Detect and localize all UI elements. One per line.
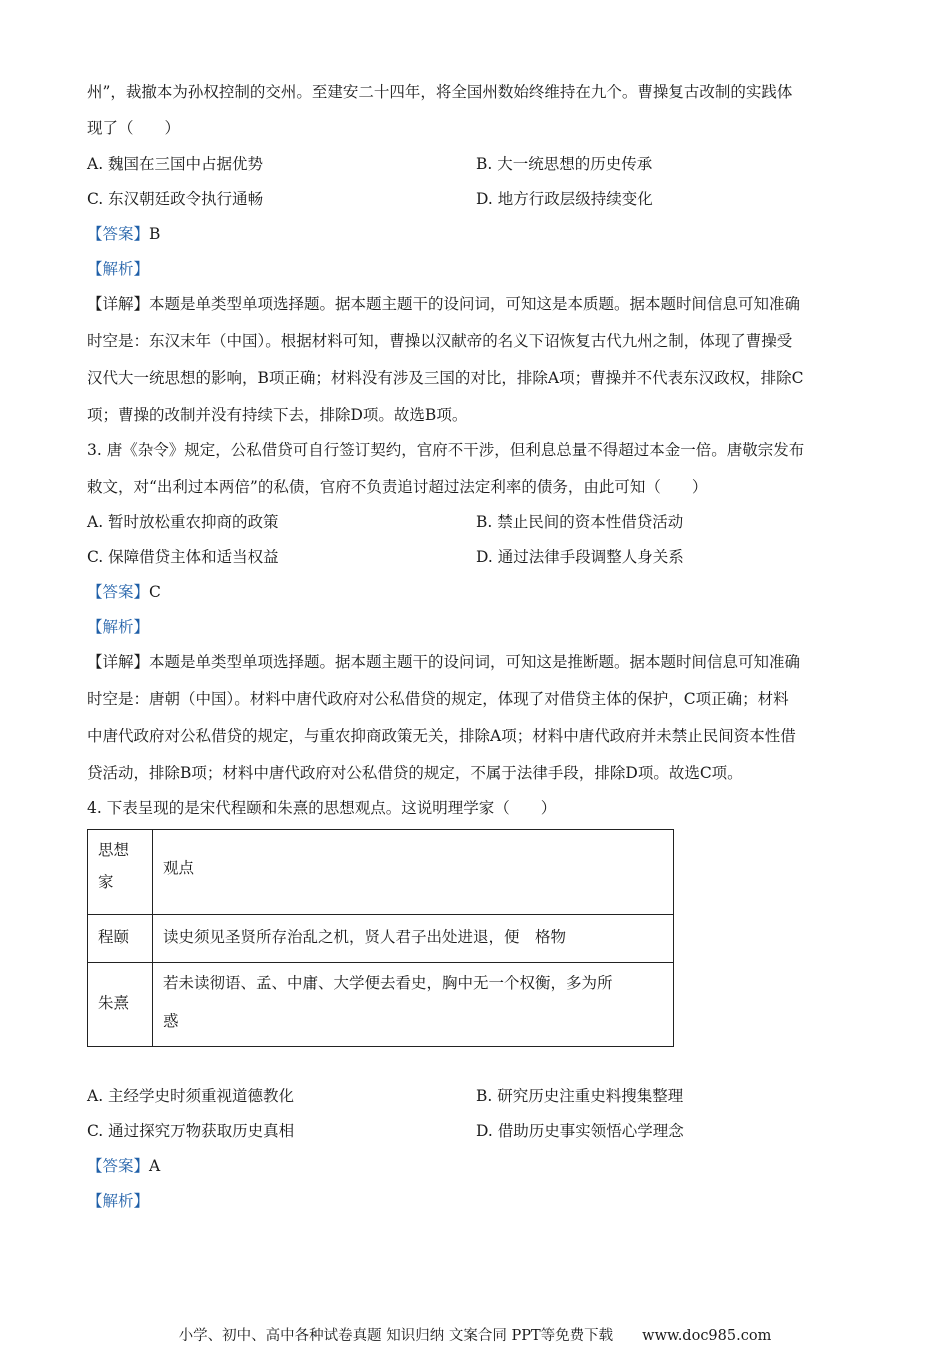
q4-table	[87, 829, 674, 1047]
q2-detail-line-1	[87, 294, 800, 314]
q2-detail-line-3: 汉代大一统思想的影响，B项正确；材料没有涉及三国的对比，排除A项；曹操并不代表东汉政权，排除C	[87, 369, 804, 387]
q4-stem: 4. 下表呈现的是宋代程颐和朱熹的思想观点。这说明理学家（ ）	[87, 799, 557, 817]
q2-detail-line-4: 项；曹操的改制并没有持续下去，排除D项。故选B项。	[87, 406, 468, 424]
q4-analysis-tag: 【解析】	[87, 1192, 150, 1210]
page-footer: 小学、初中、高中各种试卷真题 知识归纳 文案合同 PPT等免费下载 www.doc985.com	[178, 1328, 772, 1344]
q2-answer	[87, 224, 160, 244]
q3-answer	[87, 582, 161, 602]
q3-detail-line-3: 中唐代政府对公私借贷的规定，与重农抑商政策无关，排除A项；材料中唐代政府并未禁止民间资本性借	[87, 727, 796, 745]
table-header-row	[88, 830, 674, 915]
q4-option-b: B. 研究历史注重史料搜集整理	[476, 1087, 684, 1105]
q4-answer	[87, 1156, 160, 1176]
q4-option-d: D. 借助历史事实领悟心学理念	[476, 1122, 684, 1140]
q4-option-c: C. 通过探究万物获取历史真相	[87, 1122, 295, 1140]
header-thinker-line-1: 思想	[98, 841, 130, 859]
header-thinker-line-2: 家	[98, 873, 114, 891]
header-view-text: 观点	[163, 859, 195, 877]
row-name-text: 朱熹	[98, 994, 130, 1012]
answer-value: A	[149, 1157, 161, 1175]
row-view	[153, 963, 674, 1047]
row-view-text: 读史须见圣贤所存治乱之机，贤人君子出处进退，便 格物	[163, 928, 567, 946]
row-view-text: 惑	[163, 1012, 179, 1030]
row-name	[88, 963, 153, 1047]
q3-detail-line-4: 贷活动，排除B项；材料中唐代政府对公私借贷的规定，不属于法律手段，排除D项。故选C项。	[87, 764, 743, 782]
q2-stem-line-2: 现了（ ）	[87, 119, 181, 137]
answer-tag: 【答案】	[87, 583, 150, 601]
answer-tag: 【答案】	[87, 1157, 150, 1175]
row-view-text: 若未读彻语、孟、中庸、大学便去看史，胸中无一个权衡，多为所	[163, 974, 613, 992]
q3-option-d: D. 通过法律手段调整人身关系	[476, 548, 684, 566]
q2-stem-line-1: 州”，裁撤本为孙权控制的交州。至建安二十四年，将全国州数始终维持在九个。曹操复古改制的实践体	[87, 83, 793, 101]
q3-stem-line-1: 3. 唐《杂令》规定，公私借贷可自行签订契约，官府不干涉，但利息总量不得超过本金一倍。唐敬宗发布	[87, 441, 805, 459]
detail-text: 本题是单类型单项选择题。据本题主题干的设问词，可知这是本质题。据本题时间信息可知准确	[149, 295, 801, 313]
q3-option-b: B. 禁止民间的资本性借贷活动	[476, 513, 684, 531]
q3-option-c: C. 保障借贷主体和适当权益	[87, 548, 279, 566]
q2-option-b: B. 大一统思想的历史传承	[476, 155, 653, 173]
answer-value: B	[149, 225, 161, 243]
q2-detail-line-2: 时空是：东汉末年（中国）。根据材料可知，曹操以汉献帝的名义下诏恢复古代九州之制，体现了曹操受	[87, 332, 793, 350]
q2-option-d: D. 地方行政层级持续变化	[476, 190, 653, 208]
header-thinker	[88, 830, 153, 915]
q4-option-a: A. 主经学史时须重视道德教化	[87, 1087, 295, 1105]
q2-analysis-tag: 【解析】	[87, 260, 150, 278]
row-name	[88, 915, 153, 963]
q3-stem-line-2: 敕文，对“出利过本两倍”的私债，官府不负责追讨超过法定利率的债务，由此可知（ ）	[87, 478, 708, 496]
q3-detail-line-2: 时空是：唐朝（中国）。材料中唐代政府对公私借贷的规定，体现了对借贷主体的保护，C项正确；材料	[87, 690, 789, 708]
detail-tag: 【详解】	[87, 653, 150, 671]
q3-analysis-tag: 【解析】	[87, 618, 150, 636]
answer-tag: 【答案】	[87, 225, 150, 243]
q3-option-a: A. 暂时放松重农抑商的政策	[87, 513, 279, 531]
table-row	[88, 915, 674, 963]
row-name-text: 程颐	[98, 928, 130, 946]
detail-text: 本题是单类型单项选择题。据本题主题干的设问词，可知这是推断题。据本题时间信息可知准确	[149, 653, 801, 671]
q2-option-c: C. 东汉朝廷政令执行通畅	[87, 190, 264, 208]
table-row	[88, 963, 674, 1047]
row-view	[153, 915, 674, 963]
q3-detail-line-1	[87, 652, 800, 672]
q2-option-a: A. 魏国在三国中占据优势	[87, 155, 264, 173]
header-view	[153, 830, 674, 915]
detail-tag: 【详解】	[87, 295, 150, 313]
answer-value: C	[149, 583, 161, 601]
